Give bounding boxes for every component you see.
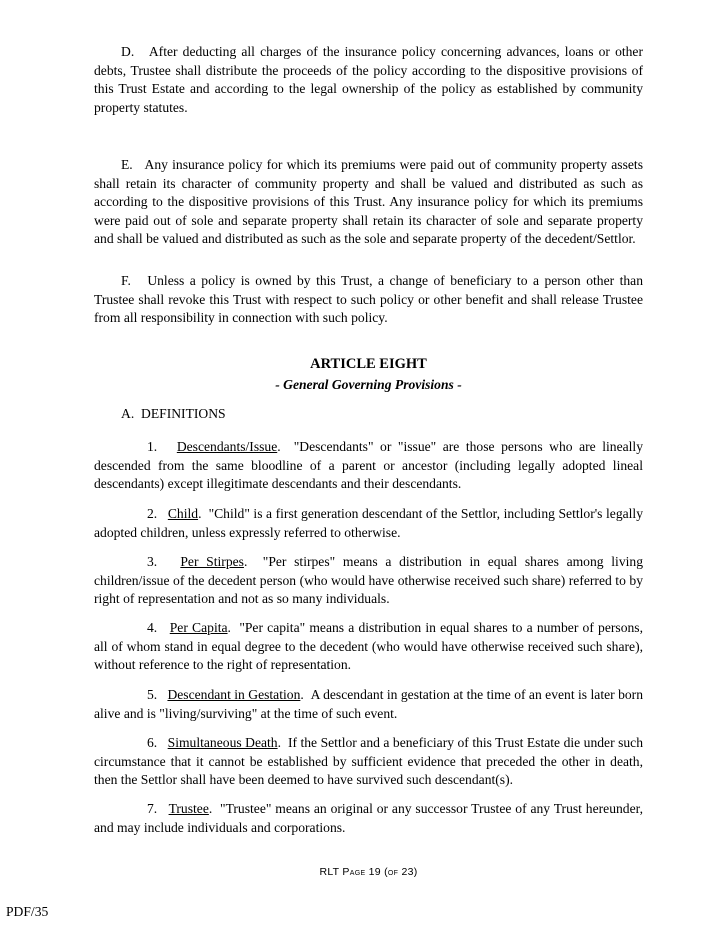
definition-number: 2. bbox=[147, 506, 158, 521]
paragraph-f-text: Unless a policy is owned by this Trust, a change of beneficiary to a person other than Trustee shall revoke this Trust with respect to such policy or other benefit and shall release Trustee from all responsibility in connection with such policy. bbox=[94, 273, 644, 326]
definition-term: Per Capita bbox=[169, 620, 228, 635]
definition-term: Child bbox=[167, 506, 199, 521]
article-subtitle: - General Governing Provisions - bbox=[275, 377, 462, 392]
pdf-page-label: PDF/35 bbox=[6, 904, 49, 919]
definition-text: A descendant in gestation at the time of an event is later born alive and is "living/surviving" at the time of such event. bbox=[94, 687, 643, 721]
definition-number: 7. bbox=[147, 801, 158, 816]
paragraph-e-text: Any insurance policy for which its premiums were paid out of community property assets shall retain its character of community property and shall be valued and distributed as such as according to the dispositive provisions of this Trust. Any insurance policy for which its premiums were paid out of sole and separate property shall retain its character of sole and separate property and shall be valued and distributed as such as the sole and separate property of the decedent/Settlor. bbox=[94, 157, 643, 247]
definition-number: 6. bbox=[147, 735, 158, 750]
definition-text: If the Settlor and a beneficiary of this Trust Estate die under such circumstance that it cannot be established by sufficient evidence that preceded the other in death, then the Settlor shall have been deemed to have survived such descendant(s). bbox=[94, 735, 643, 788]
page-footer: RLT Page 19 (of 23) bbox=[319, 866, 418, 878]
definitions-heading-text: DEFINITIONS bbox=[141, 406, 226, 421]
definition-text: "Trustee" means an original or any successor Trustee of any Trust hereunder, and may include individuals and corporations. bbox=[94, 801, 643, 835]
article-title: ARTICLE EIGHT bbox=[310, 356, 427, 372]
definition-number: 1. bbox=[147, 439, 158, 454]
paragraph-f bbox=[94, 272, 643, 328]
paragraph-e bbox=[94, 156, 643, 249]
definition-item: 1. Descendants/Issue. "Descendants" or "issue" are those persons who are lineally descended from the same bloodline of a parent or ancestor (including legally adopted lineal descendants) except illegitimate descendants and their descendants. bbox=[94, 439, 644, 492]
definition-item: 4. Per Capita. "Per capita" means a distribution in equal shares to a number of persons, all of whom stand in equal degree to the decedent (who would have otherwise received such share), without reference to the right of representation. bbox=[94, 620, 643, 673]
paragraph-e-label: E. bbox=[121, 157, 133, 172]
definitions-heading bbox=[94, 405, 643, 424]
definition-term: Descendants/Issue bbox=[176, 439, 278, 454]
definition-item: 5. Descendant in Gestation. A descendant in gestation at the time of an event is later born alive and is "living/surviving" at the time of such event. bbox=[94, 687, 643, 721]
definition-text: "Per capita" means a distribution in equal shares to a number of persons, all of whom stand in equal degree to the decedent (who would have otherwise received such share), without reference to the right of representation. bbox=[94, 620, 643, 673]
definition-item: 7. Trustee. "Trustee" means an original or any successor Trustee of any Trust hereunder, and may include individuals and corporations. bbox=[94, 801, 643, 835]
paragraph-d-text: After deducting all charges of the insurance policy concerning advances, loans or other debts, Trustee shall distribute the proceeds of the policy according to the dispositive provisions of this Trust Estate and according to the legal ownership of the policy as established by community property statutes. bbox=[94, 44, 643, 115]
definition-term: Per Stirpes bbox=[180, 554, 244, 569]
definition-text: "Per stirpes" means a distribution in equal shares among living children/issue of the decedent person (who would have otherwise received such share) referred to by right of representation and not as so many individuals. bbox=[94, 554, 644, 607]
definition-term: Trustee bbox=[168, 801, 209, 816]
paragraph-f-label: F. bbox=[121, 273, 131, 288]
definition-term: Descendant in Gestation bbox=[167, 687, 301, 702]
definition-item: 6. Simultaneous Death. If the Settlor and a beneficiary of this Trust Estate die under such circumstance that it cannot be established by sufficient evidence that preceded the other in death, then the Settlor shall have been deemed to have survived such descendant(s). bbox=[94, 735, 643, 788]
definition-term: Simultaneous Death bbox=[167, 735, 278, 750]
definition-number: 4. bbox=[147, 620, 158, 635]
definition-text: "Descendants" or "issue" are those persons who are lineally descended from the same bloodline of a parent or ancestor (including legally adopted lineal descendants) except illegitimate descendants and their descendants. bbox=[94, 439, 644, 492]
paragraph-d bbox=[94, 43, 643, 117]
definition-number: 5. bbox=[147, 687, 158, 702]
definition-item: 3. Per Stirpes. "Per stirpes" means a distribution in equal shares among living children/issue of the decedent person (who would have otherwise received such share) referred to by right of representation and not as so many individuals. bbox=[94, 554, 644, 607]
definitions-heading-label: A. bbox=[121, 406, 135, 421]
definition-number: 3. bbox=[147, 554, 158, 569]
definition-text: "Child" is a first generation descendant of the Settlor, including Settlor's legally adopted children, unless expressly referred to otherwise. bbox=[94, 506, 643, 540]
paragraph-d-label: D. bbox=[121, 44, 135, 59]
definition-item: 2. Child. "Child" is a first generation descendant of the Settlor, including Settlor's legally adopted children, unless expressly referred to otherwise. bbox=[94, 506, 643, 540]
